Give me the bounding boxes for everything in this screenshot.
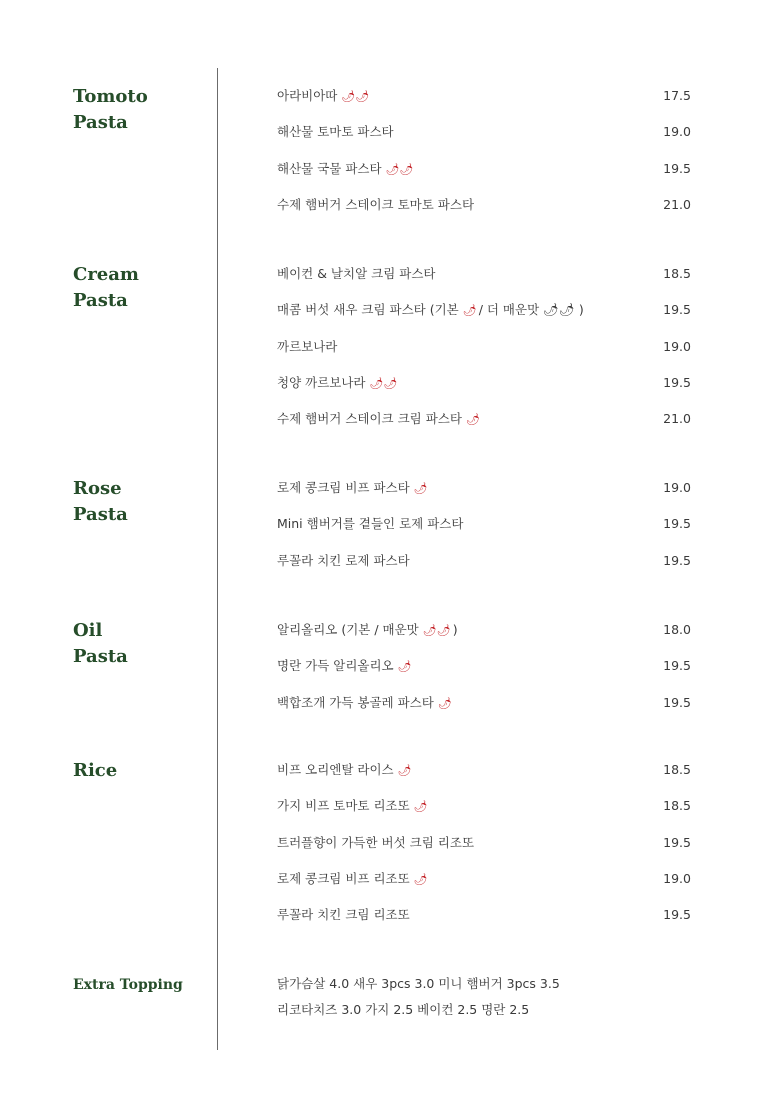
menu-item-price: 21.0: [663, 411, 691, 426]
menu-item-name: 청양 까르보나라: [277, 375, 366, 390]
menu-item-price: 19.0: [663, 871, 691, 886]
menu-item-name: 로제 콩크림 비프 파스타: [277, 480, 410, 495]
menu-item-name: 루꼴라 치킨 크림 리조또: [277, 907, 410, 922]
menu-item-name: Mini 햄버거를 곁들인 로제 파스타: [277, 516, 464, 531]
section-title: Tomoto Pasta: [73, 86, 148, 133]
menu-item-suffix: / 더 매운맛 🌶🌶 ): [478, 302, 584, 317]
chili-pepper-icon: 🌶: [462, 304, 477, 317]
extra-topping-line-2: 리코타치즈 3.0 가지 2.5 베이컨 2.5 명란 2.5: [277, 1002, 530, 1017]
menu-item-price: 19.5: [663, 835, 691, 850]
menu-item-price: 17.5: [663, 88, 691, 103]
section-title: Oil Pasta: [73, 620, 128, 667]
menu-item-price: 18.5: [663, 762, 691, 777]
menu-item-name: 로제 콩크림 비프 리조또: [277, 871, 410, 886]
menu-item-price: 18.5: [663, 266, 691, 281]
menu-item-name: 아라비아따: [277, 88, 338, 103]
menu-item-name: 베이컨 & 날치알 크림 파스타: [277, 266, 436, 281]
menu-item-name: 까르보나라: [277, 339, 338, 354]
menu-item-name: 비프 오리엔탈 라이스: [277, 762, 394, 777]
menu-item-price: 21.0: [663, 197, 691, 212]
menu-item-price: 18.5: [663, 798, 691, 813]
menu-item-name: 수제 햄버거 스테이크 토마토 파스타: [277, 197, 475, 212]
chili-pepper-icon: 🌶: [397, 660, 412, 673]
menu-item-price: 18.0: [663, 622, 691, 637]
chili-pepper-icon: 🌶🌶: [385, 163, 414, 176]
chili-pepper-icon: 🌶: [413, 873, 428, 886]
chili-pepper-icon: 🌶🌶: [422, 624, 451, 637]
menu-item-price: 19.5: [663, 375, 691, 390]
menu-item-name: 해산물 토마토 파스타: [277, 124, 394, 139]
menu-item-price: 19.5: [663, 907, 691, 922]
chili-pepper-icon: 🌶: [465, 413, 480, 426]
menu-item-price: 19.5: [663, 161, 691, 176]
extra-topping-title: Extra Topping: [73, 977, 183, 993]
menu-item-name: 명란 가득 알리올리오: [277, 658, 394, 673]
section-title: Rice: [73, 760, 118, 781]
menu-item-price: 19.5: [663, 553, 691, 568]
chili-pepper-icon: 🌶🌶: [369, 377, 398, 390]
menu-item-price: 19.5: [663, 516, 691, 531]
menu-item-name: 알리올리오 (기본 / 매운맛: [277, 622, 419, 637]
chili-pepper-icon: 🌶🌶: [341, 90, 370, 103]
menu-item-price: 19.5: [663, 302, 691, 317]
menu-item-name: 매콤 버섯 새우 크림 파스타 (기본: [277, 302, 459, 317]
menu-item-price: 19.5: [663, 695, 691, 710]
chili-pepper-icon: 🌶: [437, 697, 452, 710]
chili-pepper-icon: 🌶: [413, 800, 428, 813]
menu-item-name: 해산물 국물 파스타: [277, 161, 382, 176]
menu-item-suffix: ): [452, 622, 458, 637]
menu-item-name: 트러플향이 가득한 버섯 크림 리조또: [277, 835, 475, 850]
chili-pepper-icon: 🌶: [413, 482, 428, 495]
menu-item-price: 19.5: [663, 658, 691, 673]
menu-item-price: 19.0: [663, 339, 691, 354]
section-title: Cream Pasta: [73, 264, 139, 311]
chili-pepper-icon: 🌶: [397, 764, 412, 777]
extra-topping-line-1: 닭가슴살 4.0 새우 3pcs 3.0 미니 햄버거 3pcs 3.5: [277, 976, 560, 991]
menu-item-price: 19.0: [663, 124, 691, 139]
menu-item-name: 루꼴라 치킨 로제 파스타: [277, 553, 410, 568]
menu-item-name: 수제 햄버거 스테이크 크림 파스타: [277, 411, 462, 426]
menu-item-name: 가지 비프 토마토 리조또: [277, 798, 410, 813]
menu-item-price: 19.0: [663, 480, 691, 495]
section-title: Rose Pasta: [73, 478, 128, 525]
menu-item-name: 백합조개 가득 봉골레 파스타: [277, 695, 434, 710]
